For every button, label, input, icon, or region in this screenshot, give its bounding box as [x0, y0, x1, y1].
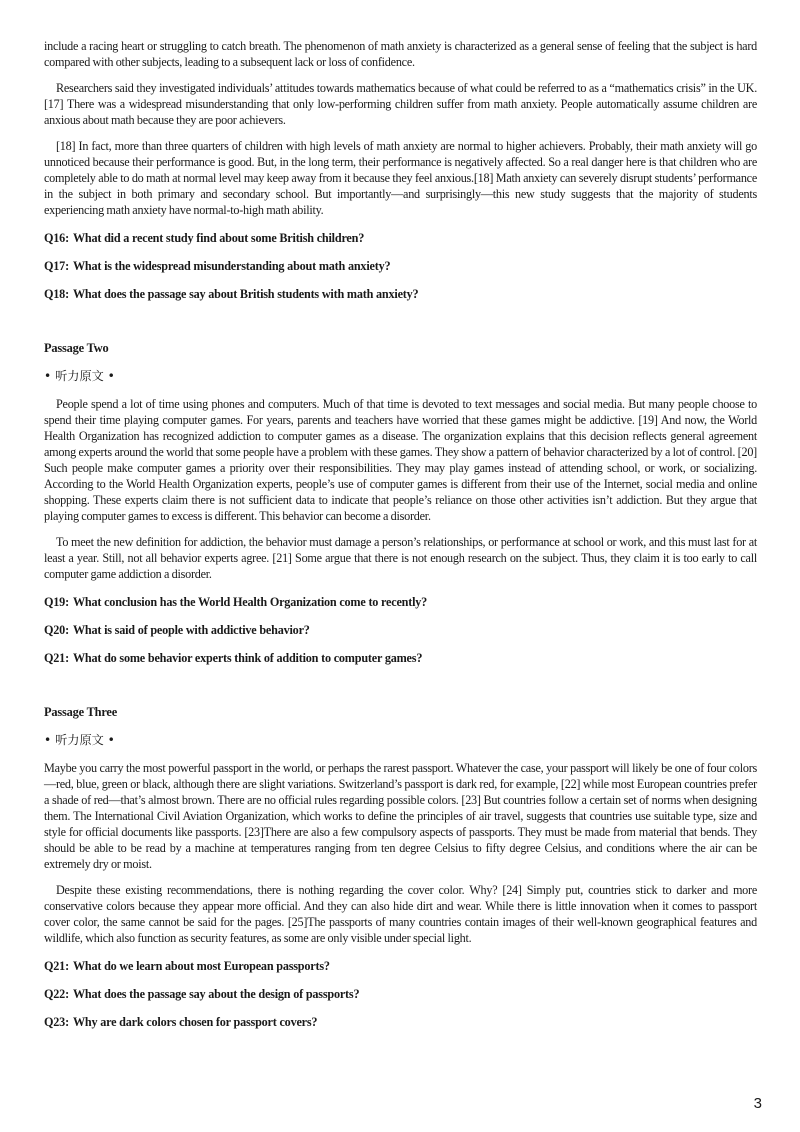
- passage-one-paragraph: Researchers said they investigated individuals’ attitudes towards mathematics because of what could be referred to as a “mathematics crisis” in the UK. [17] There was a widespread misunderstanding that only low-performing children suffer from math anxiety. People automatically assume children are anxious about math because they are poor achievers.: [44, 81, 757, 127]
- passage-one-paragraph: include a racing heart or struggling to catch breath. The phenomenon of math anxiety is characterized as a general sense of feeling that the subject is hard compared with other subjects, leading to a subsequent lack or loss of confidence.: [44, 39, 757, 69]
- question-q21: Q21: What do some behavior experts think of addition to computer games?: [44, 651, 423, 665]
- passage-two-paragraph: To meet the new definition for addiction, the behavior must damage a person’s relationships, or performance at school or work, and this must last for at least a year. Still, not all behavior experts agree. [21] Some argue that there is not enough research on the subject. Thus, they claim it is too early to call computer game addiction a disorder.: [44, 535, 757, 581]
- passage-two-title: Passage Two: [44, 341, 109, 355]
- question-q22: Q22: What does the passage say about the design of passports?: [44, 987, 360, 1001]
- question-q18: Q18: What does the passage say about British students with math anxiety?: [44, 287, 419, 301]
- question-q23: Q23: Why are dark colors chosen for passport covers?: [44, 1015, 318, 1029]
- passage-three-paragraph: Maybe you carry the most powerful passport in the world, or perhaps the rarest passport. Whatever the case, your passport will likely be one of four colors—red, blue, green or black, although there are slight variations. Switzerland’s passport is dark red, for example, [22] while most European countries prefer a shade of red—that’s almost brown. There are no official rules regarding possible colors. [23] But countries follow a certain set of norms when designing them. The International Civil Aviation Organization, which works to define the principles of air travel, suggests that countries use suitable type, size and style for official documents like passports. [23]There are also a few compulsory aspects of passports. They must be made from material that bends. They should be able to be read by a machine at temperatures ranging from ten degree Celsius to fifty degree Celsius, and conditions where the air can be extremely dry or moist.: [44, 761, 757, 871]
- question-q20: Q20: What is said of people with addictive behavior?: [44, 623, 310, 637]
- document-page: [44, 38, 757, 1030]
- passage-two-paragraph: People spend a lot of time using phones and computers. Much of that time is devoted to text messages and social media. But many people choose to spend their time playing computer games. For years, parents and teachers have worried that these games might be addictive. [19] And now, the World Health Organization has recognized addiction to computer games as a disease. The organization explains that this decision reflects general agreement among experts around the world that some people have a problem with these games. They show a pattern of behavior characterized by a lot of control. [20] Such people make computer games a priority over their responsibilities. They may play games instead of attending school, or work, or socializing. According to the World Health Organization experts, people’s use of computer games is different from their use of the Internet, social media and online shopping. These experts claim there is not sufficient data to indicate that people’s reliance on those other activities isn’t addiction. But they argue that playing computer games to excess is different. This behavior can become a disorder.: [44, 397, 757, 523]
- question-q21-passports: Q21: What do we learn about most European passports?: [44, 959, 330, 973]
- passage-one-paragraph: [18] In fact, more than three quarters of children with high levels of math anxiety are normal to higher achievers. Probably, their math anxiety will go unnoticed because their performance is good. But, in the long term, their performance is negatively affected. So a real danger here is that children who are completely able to do math at normal level may keep away from it because they feel anxious.[18] Math anxiety can severely disrupt students’ performance in the subject in both primary and secondary school. But importantly—and surprisingly—this new study suggests that the majority of students experiencing math anxiety have normal-to-high math ability.: [44, 139, 757, 217]
- transcript-label: • 听力原文 •: [44, 369, 115, 383]
- page-number: 3: [753, 1095, 762, 1112]
- question-q19: Q19: What conclusion has the World Health Organization come to recently?: [44, 595, 428, 609]
- passage-three-paragraph: Despite these existing recommendations, there is nothing regarding the cover color. Why? [24] Simply put, countries stick to darker and more conservative colors because they appear more official. And they can also hide dirt and wear. While there is little innovation when it comes to passport cover color, the same cannot be said for the pages. [25]The passports of many countries contain images of their well-known geographical features and wildlife, which also function as security features, as some are only visible under special light.: [44, 883, 757, 945]
- question-q16: Q16: What did a recent study find about some British children?: [44, 231, 365, 245]
- passage-three-title: Passage Three: [44, 705, 118, 719]
- transcript-label: • 听力原文 •: [44, 733, 115, 747]
- question-q17: Q17: What is the widespread misunderstanding about math anxiety?: [44, 259, 391, 273]
